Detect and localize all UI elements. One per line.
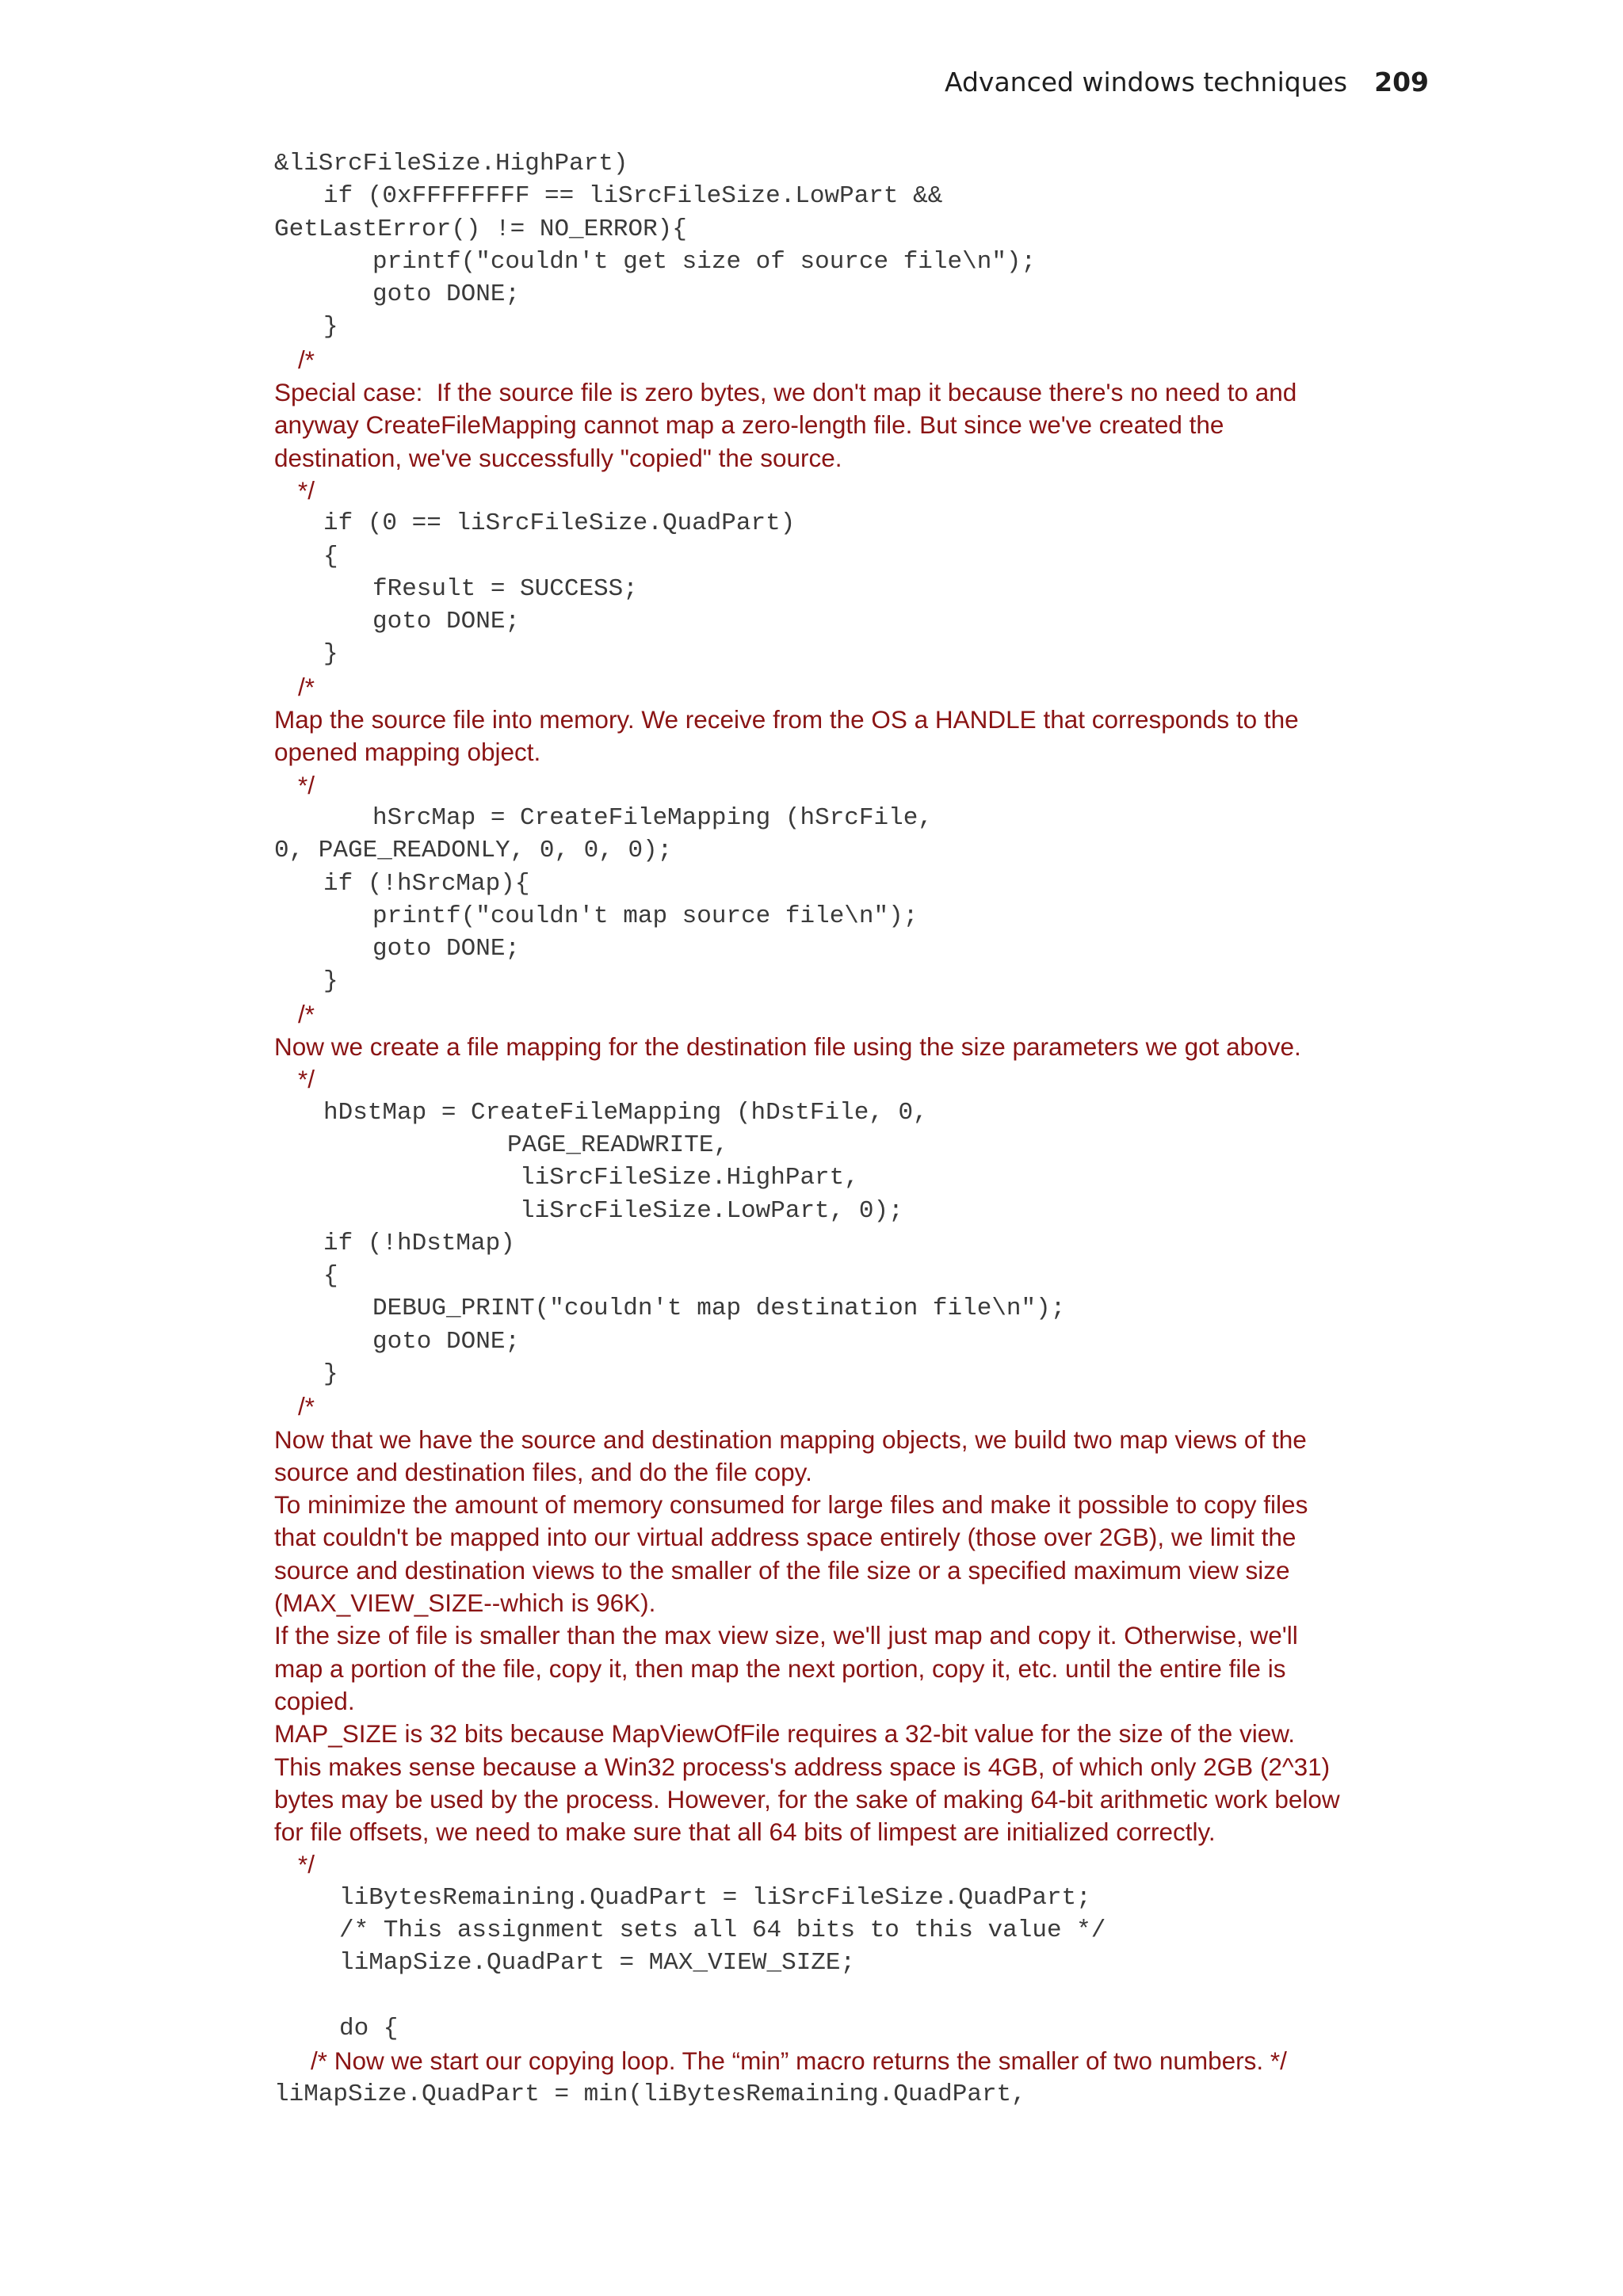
code-line: goto DONE; (372, 1327, 521, 1356)
code-line: } (323, 313, 338, 341)
comment-line: /* (298, 1392, 315, 1421)
code-line: PAGE_READWRITE, (507, 1131, 729, 1159)
comment-line: that couldn't be mapped into our virtual address space entirely (those over 2GB), we limit the (274, 1523, 1296, 1552)
code-line: if (!hSrcMap){ (323, 869, 530, 898)
running-header (945, 67, 1429, 97)
comment-line: */ (298, 1065, 315, 1094)
code-line: { (323, 542, 338, 570)
code-line: /* This assignment sets all 64 bits to this value */ (339, 1917, 1106, 1945)
code-line: fResult = SUCCESS; (372, 574, 638, 603)
comment-line: bytes may be used by the process. However, for the sake of making 64-bit arithmetic work below (274, 1784, 1340, 1814)
blank-line (274, 1980, 1431, 2012)
code-line: printf("couldn't get size of source file\n"); (372, 247, 1037, 276)
comment-line: /* (298, 672, 315, 701)
code-line: goto DONE; (372, 608, 521, 636)
code-line: goto DONE; (372, 935, 521, 963)
comment-line: Now that we have the source and destination mapping objects, we build two map views of the (274, 1425, 1307, 1454)
comment-line: /* Now we start our copying loop. The “min” macro returns the smaller of two numbers. */ (311, 2046, 1287, 2076)
code-line: liBytesRemaining.QuadPart = liSrcFileSize.QuadPart; (339, 1883, 1091, 1912)
comment-line: */ (298, 475, 315, 505)
comment-line: If the size of file is smaller than the max view size, we'll just map and copy it. Otherwise, we'll (274, 1621, 1298, 1650)
comment-line: anyway CreateFileMapping cannot map a zero-length file. But since we've created the (274, 410, 1224, 440)
comment-line: MAP_SIZE is 32 bits because MapViewOfFile requires a 32-bit value for the size of the view. (274, 1719, 1296, 1749)
code-line: if (0xFFFFFFFF == liSrcFileSize.LowPart && (323, 182, 943, 211)
code-line: } (323, 1360, 338, 1388)
comment-line: destination, we've successfully "copied" the source. (274, 443, 842, 472)
code-line: liMapSize.QuadPart = min(liBytesRemaining.QuadPart, (274, 2080, 1026, 2108)
chapter-title: Advanced windows techniques (944, 67, 1348, 97)
code-line: GetLastError() != NO_ERROR){ (274, 215, 687, 243)
comment-line: copied. (274, 1686, 355, 1715)
comment-line: for file offsets, we need to make sure that all 64 bits of limpest are initialized correctly. (274, 1817, 1216, 1847)
code-line: } (323, 640, 338, 669)
code-line: hDstMap = CreateFileMapping (hDstFile, 0, (323, 1098, 928, 1127)
code-line: hSrcMap = CreateFileMapping (hSrcFile, (372, 803, 933, 832)
comment-line: */ (298, 1850, 315, 1879)
comment-line: opened mapping object. (274, 738, 541, 767)
page-number: 209 (1374, 67, 1429, 97)
code-line: DEBUG_PRINT("couldn't map destination file\n"); (372, 1295, 1066, 1323)
comment-line: This makes sense because a Win32 process's address space is 4GB, of which only 2GB (2^31) (274, 1752, 1331, 1781)
code-listing (274, 147, 1431, 2111)
comment-line: Now we create a file mapping for the destination file using the size parameters we got above. (274, 1032, 1301, 1062)
comment-line: To minimize the amount of memory consumed for large files and make it possible to copy files (274, 1490, 1308, 1520)
comment-line: Map the source file into memory. We receive from the OS a HANDLE that corresponds to the (274, 705, 1299, 734)
code-line: 0, PAGE_READONLY, 0, 0, 0); (274, 837, 673, 865)
comment-line: source and destination views to the smaller of the file size or a specified maximum view size (274, 1555, 1290, 1585)
code-line: liMapSize.QuadPart = MAX_VIEW_SIZE; (339, 1949, 856, 1978)
code-line: } (323, 967, 338, 996)
comment-line: map a portion of the file, copy it, then map the next portion, copy it, etc. until the entire file is (274, 1653, 1286, 1683)
code-line: &liSrcFileSize.HighPart) (274, 150, 628, 177)
code-line: do { (339, 2014, 399, 2042)
comment-line: Special case: If the source file is zero bytes, we don't map it because there's no need to and (274, 378, 1297, 407)
code-line: liSrcFileSize.LowPart, 0); (520, 1196, 903, 1225)
code-line: { (323, 1262, 338, 1291)
code-line: if (!hDstMap) (323, 1229, 515, 1257)
code-line: printf("couldn't map source file\n"); (372, 902, 918, 930)
comment-line: /* (298, 345, 315, 374)
code-line: liSrcFileSize.HighPart, (520, 1164, 859, 1192)
code-line: goto DONE; (372, 280, 521, 309)
comment-line: */ (298, 770, 315, 799)
comment-line: (MAX_VIEW_SIZE--which is 96K). (274, 1589, 656, 1618)
comment-line: source and destination files, and do the file copy. (274, 1457, 812, 1486)
comment-line: /* (298, 999, 315, 1028)
code-line: if (0 == liSrcFileSize.QuadPart) (323, 509, 796, 538)
